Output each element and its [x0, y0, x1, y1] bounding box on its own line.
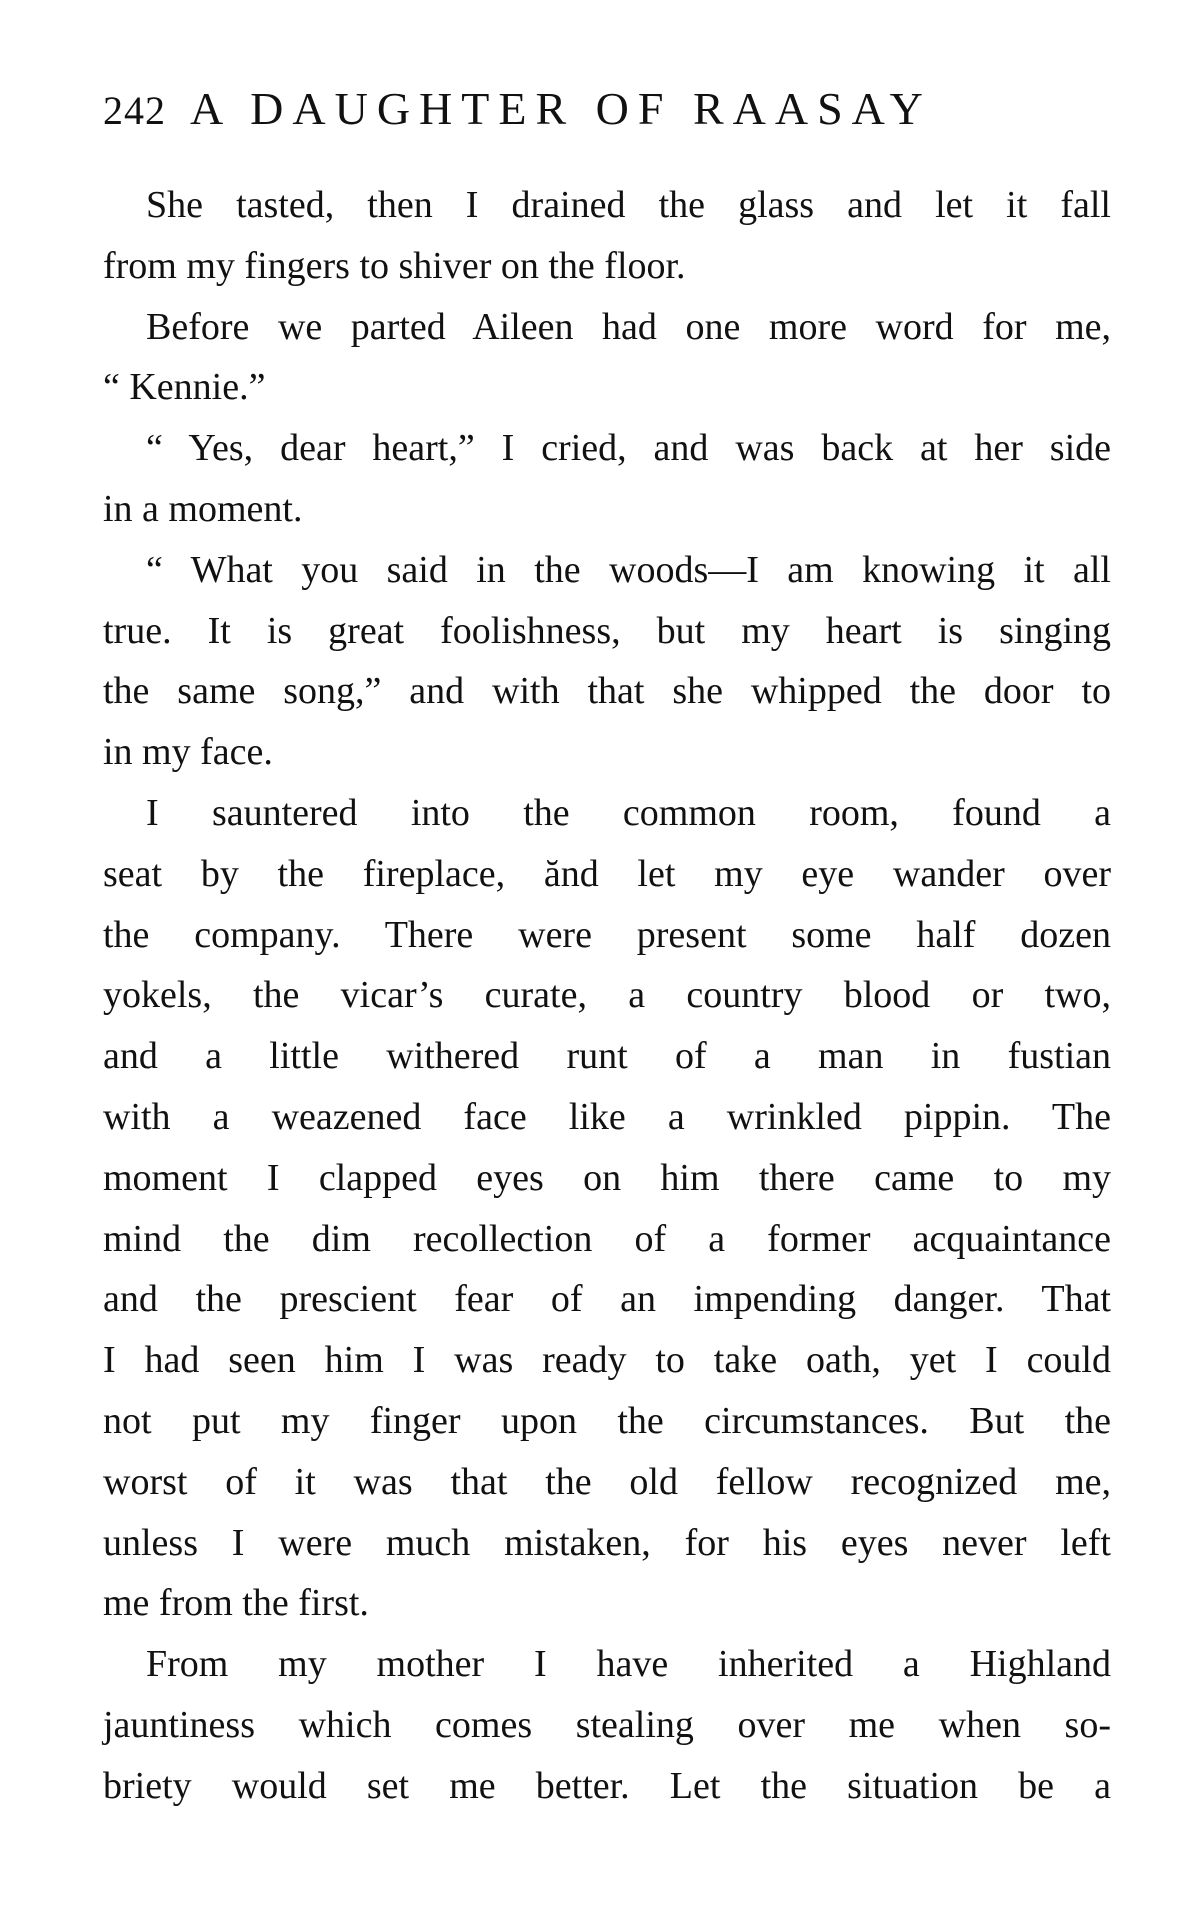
- text-line: the company. There were present some half dozen: [103, 913, 1111, 956]
- text-line: “ Yes, dear heart,” I cried, and was back at her side: [146, 427, 1111, 470]
- text-line: true. It is great foolishness, but my heart is singing: [103, 609, 1111, 652]
- text-line: the same song,” and with that she whipped the door to: [103, 670, 1111, 713]
- text-line: me from the first.: [103, 1582, 369, 1625]
- text-line: in my face.: [103, 731, 273, 774]
- text-line: “ Kennie.”: [103, 366, 266, 409]
- text-line: mind the dim recollection of a former acquaintance: [103, 1217, 1111, 1260]
- text-line: yokels, the vicar’s curate, a country blood or two,: [103, 974, 1111, 1017]
- text-line: briety would set me better. Let the situation be a: [103, 1764, 1111, 1807]
- text-line: She tasted, then I drained the glass and let it fall: [146, 184, 1111, 226]
- text-line: in a moment.: [103, 487, 303, 530]
- text-line: seat by the fireplace, ănd let my eye wander over: [103, 852, 1111, 895]
- text-line: jauntiness which comes stealing over me when so-: [103, 1703, 1111, 1746]
- text-line: I sauntered into the common room, found a: [146, 791, 1111, 834]
- text-line: moment I clapped eyes on him there came to my: [103, 1156, 1111, 1199]
- text-line: not put my finger upon the circumstances. But the: [103, 1399, 1111, 1442]
- text-line: worst of it was that the old fellow recognized me,: [103, 1460, 1111, 1503]
- text-line: and the prescient fear of an impending danger. That: [103, 1278, 1111, 1321]
- text-line: and a little withered runt of a man in fustian: [103, 1035, 1111, 1078]
- text-line: Before we parted Aileen had one more word for me,: [146, 305, 1111, 348]
- text-line: with a weazened face like a wrinkled pippin. The: [103, 1095, 1111, 1138]
- text-line: I had seen him I was ready to take oath, yet I could: [103, 1339, 1111, 1382]
- page-header: [103, 82, 1103, 142]
- text-line: From my mother I have inherited a Highland: [146, 1643, 1111, 1686]
- text-line: unless I were much mistaken, for his eyes never left: [103, 1521, 1111, 1564]
- text-line: from my fingers to shiver on the floor.: [103, 244, 686, 287]
- page-number: 242: [103, 88, 166, 133]
- running-title: A DAUGHTER OF RAASAY: [190, 83, 932, 134]
- body-text: [103, 175, 1111, 1817]
- text-line: “ What you said in the woods—I am knowing it all: [146, 548, 1111, 591]
